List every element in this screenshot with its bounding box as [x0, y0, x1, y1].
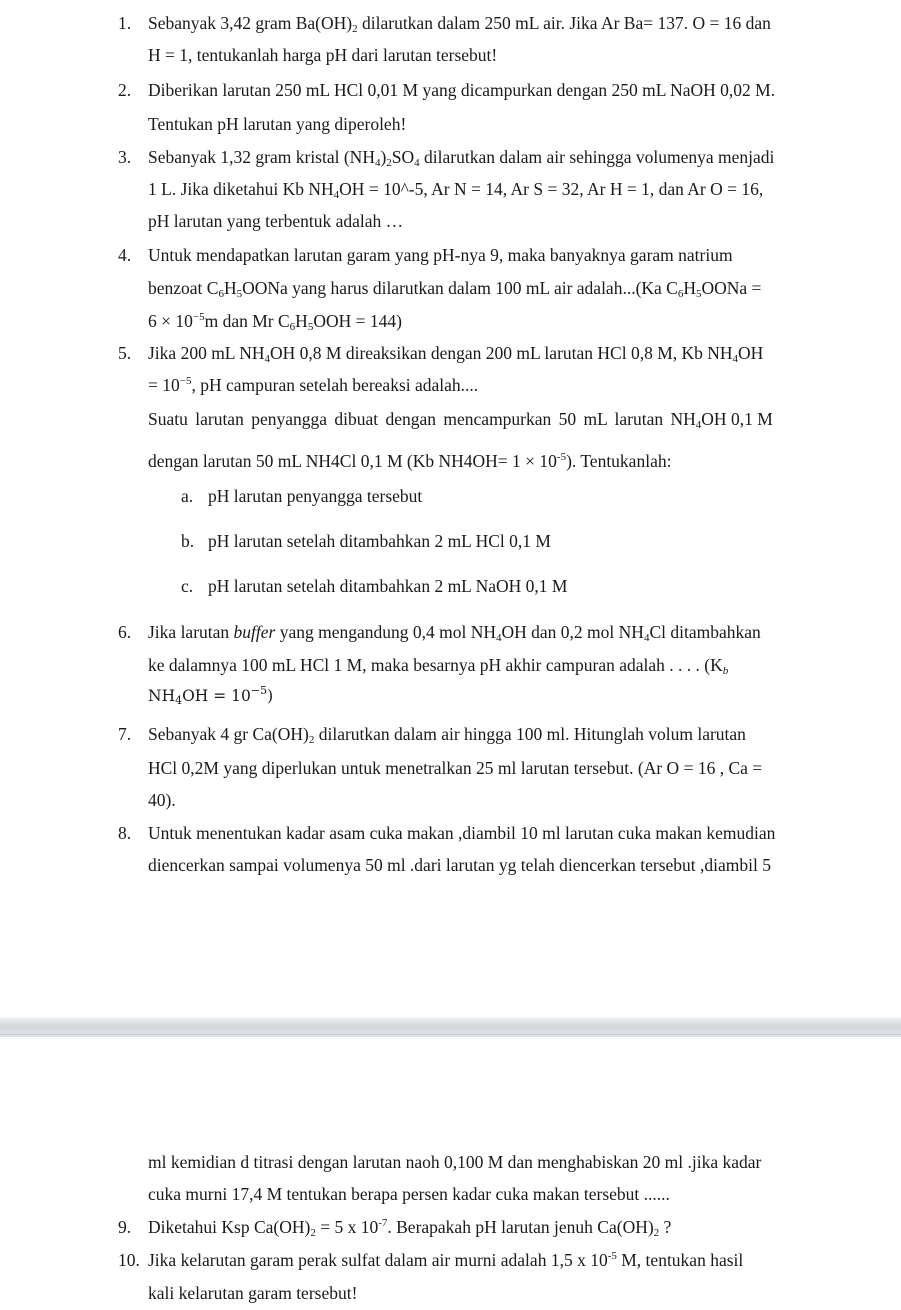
sub-item-b: pH larutan setelah ditambahkan 2 mL HCl 0,1 M — [208, 531, 551, 551]
question-7-line-3: 40). — [148, 790, 176, 810]
sub-item-label: b. — [181, 531, 195, 551]
page-break-line — [0, 1034, 901, 1035]
question-2-line-1: Diberikan larutan 250 mL HCl 0,01 M yang dicampurkan dengan 250 mL NaOH 0,02 M. — [148, 80, 776, 100]
question-6-line-1: Jika larutan buffer yang mengandung 0,4 mol $NH_4OH$ dan 0,2 mol $NH_4Cl$ ditambahkan — [148, 622, 761, 644]
question-3-line-3: pH larutan yang terbentuk adalah … — [148, 211, 404, 231]
question-7-line-1: Sebanyak 4 gr $Ca(OH)_2$ dilarutkan dalam air hingga 100 ml. Hitunglah volum larutan — [148, 724, 746, 746]
question-number: 7. — [118, 724, 132, 744]
question-3-line-2: 1 L. Jika diketahui Kb $NH_4OH$ = 10^-5, Ar N = 14, Ar S = 32, Ar H = 1, dan Ar O = 16, — [148, 179, 764, 201]
question-8-line-4: cuka murni 17,4 M tentukan berapa persen kadar cuka makan tersebut ...... — [148, 1184, 670, 1204]
question-4-line-1: Untuk mendapatkan larutan garam yang pH-nya 9, maka banyaknya garam natrium — [148, 245, 733, 265]
buffer-paragraph-line-2: dengan larutan 50 mL NH4Cl 0,1 M (Kb $NH4OH= 1 \times 10^{-5}$). Tentukanlah: — [148, 451, 672, 471]
question-1-line-1: Sebanyak 3,42 gram $Ba(OH)_2$ dilarutkan dalam 250 mL air. Jika Ar Ba= 137. O = 16 dan — [148, 13, 771, 35]
question-number: 8. — [118, 823, 132, 843]
question-number: 1. — [118, 13, 132, 33]
question-7-line-2: HCl 0,2M yang diperlukan untuk menetralkan 25 ml larutan tersebut. (Ar O = 16 , Ca = — [148, 758, 763, 778]
question-4-line-3: $6 \times 10^{-5}m$ dan Mr $C_6H_5OOH = 144$) — [148, 311, 402, 333]
sub-item-label: c. — [181, 576, 194, 596]
question-3-line-1: Sebanyak 1,32 gram kristal $(NH_4)_2SO_4$ dilarutkan dalam air sehingga volumenya menjadi — [148, 147, 775, 169]
question-number: 6. — [118, 622, 132, 642]
sub-item-label: a. — [181, 486, 194, 506]
question-6-line-3: $NH_4OH = 10^{-5}$) — [148, 684, 274, 707]
question-6-line-2: ke dalamnya 100 mL HCl 1 M, maka besarnya pH akhir campuran adalah . . . . ($K_b$ — [148, 655, 729, 677]
question-1-line-2: H = 1, tentukanlah harga pH dari larutan tersebut! — [148, 45, 498, 65]
buffer-paragraph-line-1: Suatu larutan penyangga dibuat dengan mencampurkan 50 mL larutan $NH_4OH$ 0,1 M — [148, 409, 773, 431]
question-number: 3. — [118, 147, 132, 167]
sub-item-c: pH larutan setelah ditambahkan 2 mL NaOH 0,1 M — [208, 576, 568, 596]
question-5-line-1: Jika 200 mL $NH_4OH$ 0,8 M direaksikan dengan 200 mL larutan HCl 0,8 M, Kb $NH_4OH$ — [148, 343, 764, 365]
question-number: 4. — [118, 245, 132, 265]
question-9-line-1: Diketahui Ksp $Ca(OH)_2 = 5$ x $10^{-7}$. Berapakah pH larutan jenuh $Ca(OH)_2$ ? — [148, 1217, 672, 1239]
question-8-line-2: diencerkan sampai volumenya 50 ml .dari larutan yg telah diencerkan tersebut ,diambil 5 — [148, 855, 771, 875]
question-10-line-1: Jika kelarutan garam perak sulfat dalam air murni adalah 1,5 x $10^{-5}$ M, tentukan hasil — [148, 1250, 744, 1270]
question-2-line-2: Tentukan pH larutan yang diperoleh! — [148, 114, 407, 134]
question-number: 9. — [118, 1217, 132, 1237]
question-number: 2. — [118, 80, 132, 100]
question-10-line-2: kali kelarutan garam tersebut! — [148, 1283, 358, 1303]
question-number: 5. — [118, 343, 132, 363]
question-8-line-1: Untuk menentukan kadar asam cuka makan ,diambil 10 ml larutan cuka makan kemudian — [148, 823, 776, 843]
question-4-line-2: benzoat $C_6H_5OONa$ yang harus dilarutkan dalam 100 mL air adalah...(Ka $C_6H_5OONa$ = — [148, 278, 762, 300]
question-number: 10. — [118, 1250, 140, 1270]
question-8-line-3: ml kemidian d titrasi dengan larutan naoh 0,100 M dan menghabiskan 20 ml .jika kadar — [148, 1152, 762, 1172]
question-5-line-2: = $10^{-5}$, pH campuran setelah bereaksi adalah.... — [148, 375, 479, 395]
sub-item-a: pH larutan penyangga tersebut — [208, 486, 423, 506]
